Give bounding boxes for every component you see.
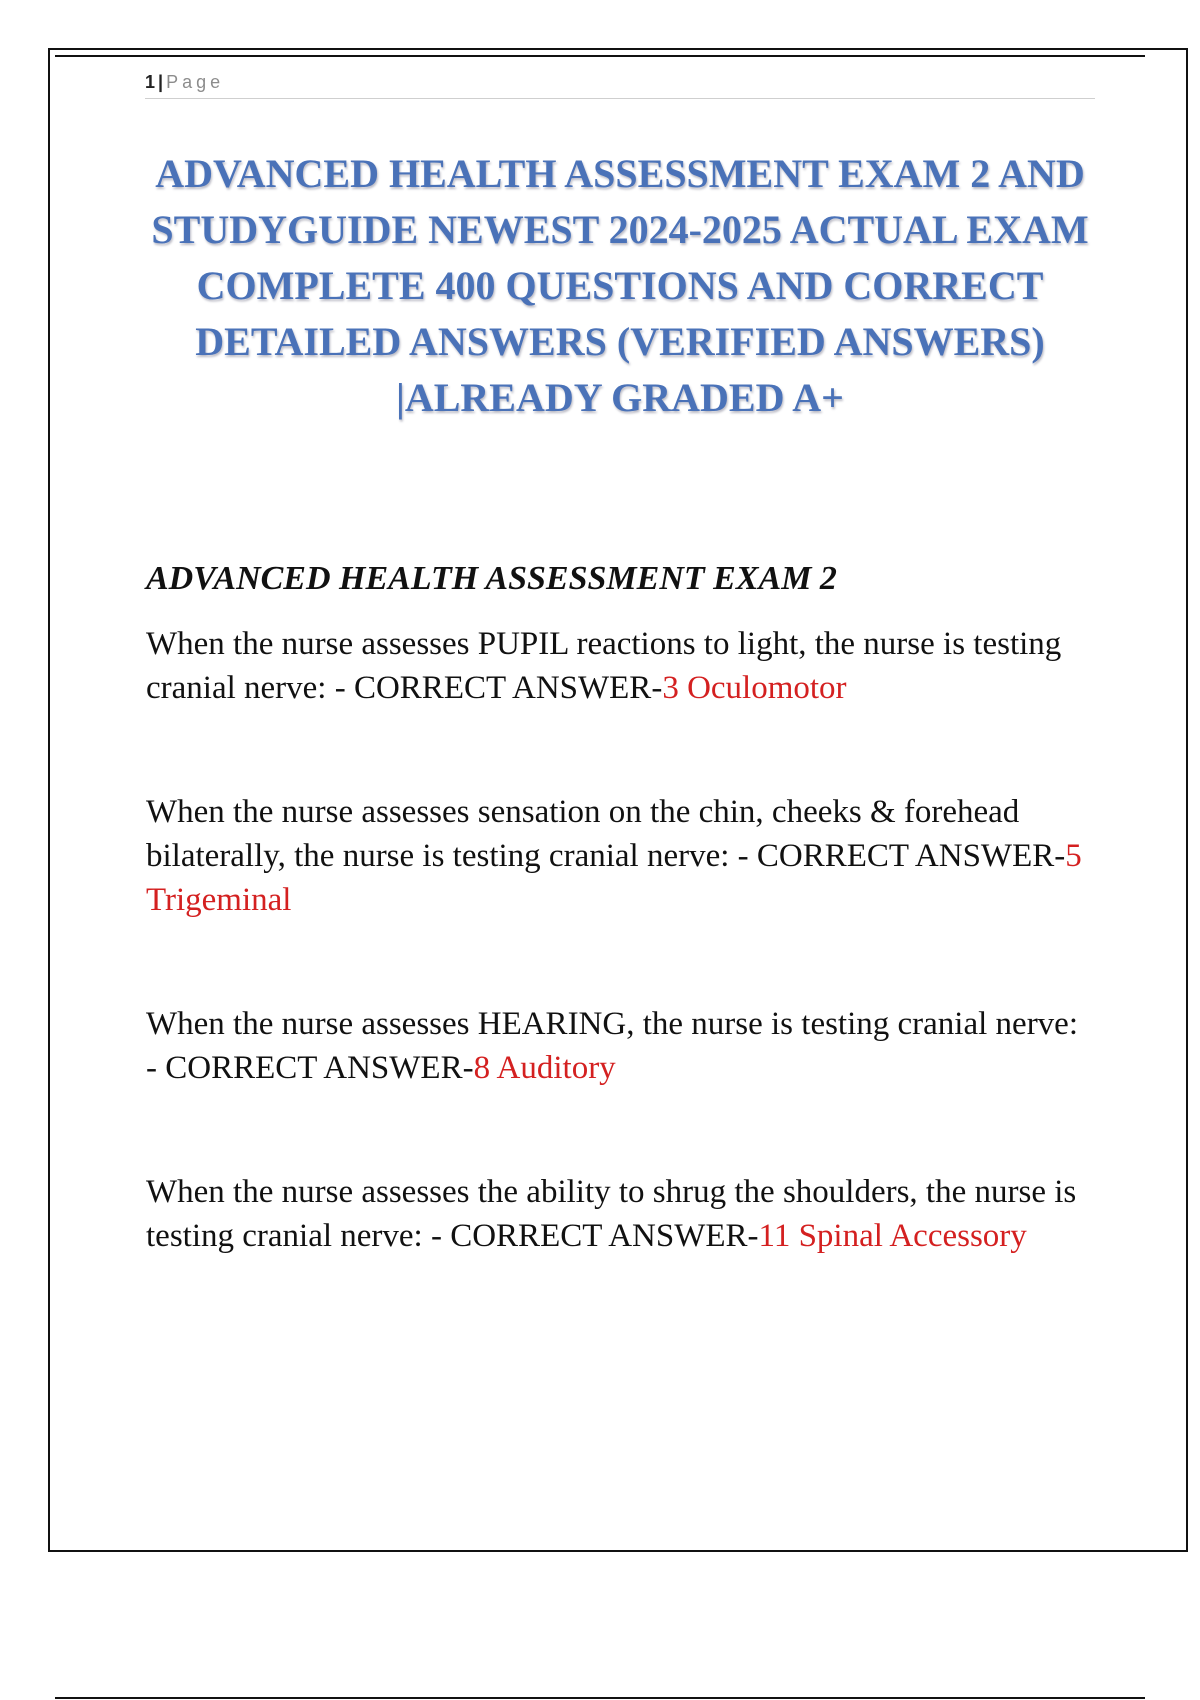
answer-text: 11 Spinal Accessory — [758, 1218, 1027, 1254]
page-header — [145, 72, 1095, 99]
answer-text: 5 Trigeminal — [146, 838, 1082, 918]
page-number: 1 — [145, 72, 156, 92]
question-text: When the nurse assesses sensation on the chin, cheeks & forehead bilaterally, the nurse is testing cranial nerve: - CORRECT ANSWER- — [146, 794, 1066, 874]
page-header-separator: | — [158, 72, 164, 92]
document-title: ADVANCED HEALTH ASSESSMENT EXAM 2 AND STUDYGUIDE NEWEST 2024-2025 ACTUAL EXAM COMPLETE 400 QUESTIONS AND CORRECT DETAILED ANSWERS (VERIFIED ANSWERS) |ALREADY GRADED A+ — [151, 151, 1089, 420]
question-item — [146, 622, 1096, 710]
answer-text: 3 Oculomotor — [662, 670, 847, 706]
question-item — [146, 1170, 1096, 1258]
next-page-top-rule — [55, 1697, 1145, 1699]
question-item — [146, 1002, 1096, 1090]
answer-text: 8 Auditory — [473, 1050, 616, 1086]
question-text: When the nurse assesses PUPIL reactions to light, the nurse is testing cranial nerve: - CORRECT ANSWER- — [146, 626, 1062, 706]
question-text: When the nurse assesses the ability to shrug the shoulders, the nurse is testing cranial nerve: - CORRECT ANSWER- — [146, 1174, 1077, 1254]
question-text: When the nurse assesses HEARING, the nurse is testing cranial nerve: - CORRECT ANSWER- — [146, 1006, 1078, 1086]
question-item — [146, 790, 1096, 922]
page-label: Page — [166, 72, 225, 92]
section-heading: ADVANCED HEALTH ASSESSMENT EXAM 2 — [146, 560, 837, 597]
